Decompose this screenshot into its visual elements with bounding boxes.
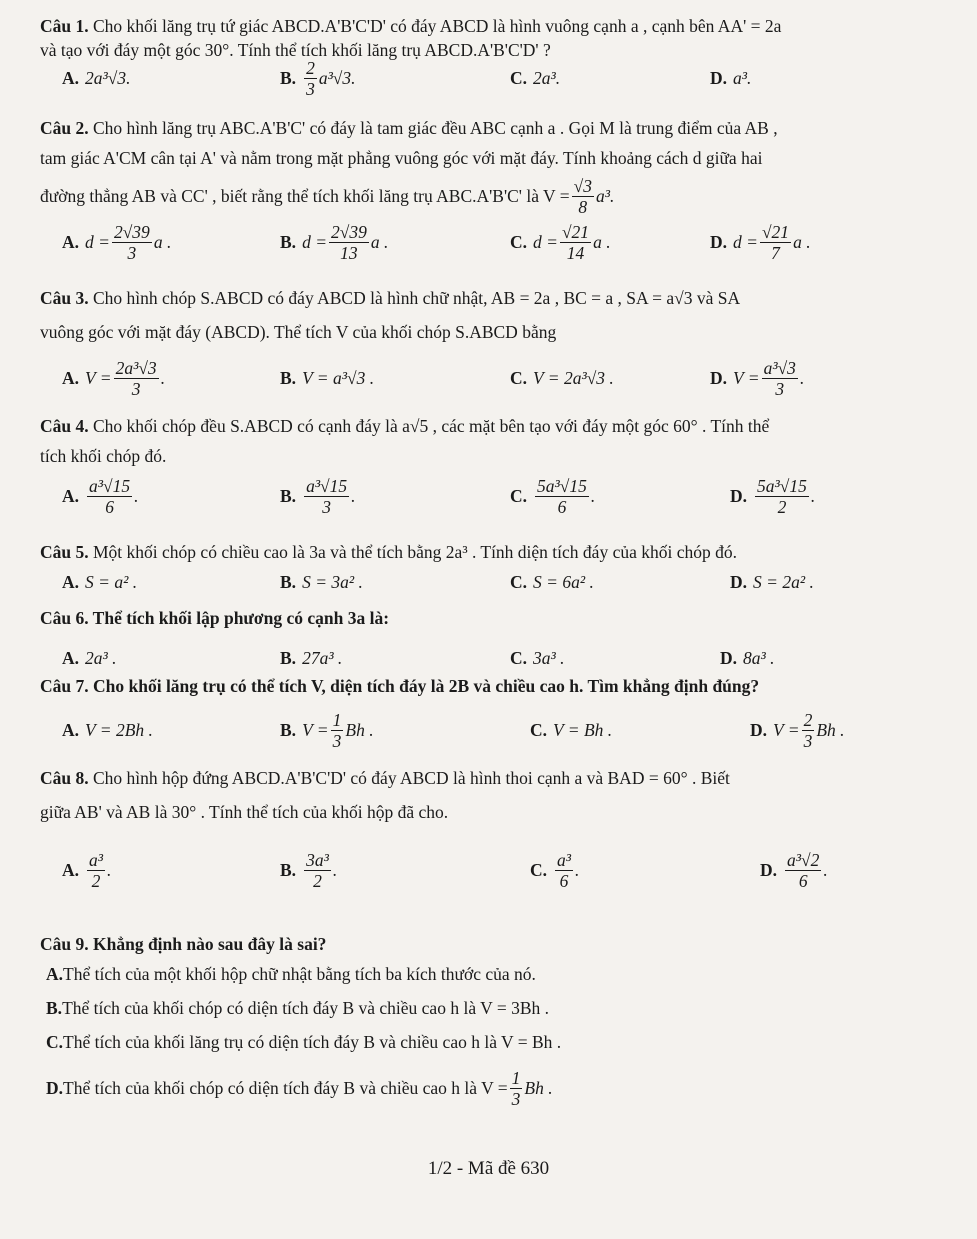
question-5-text-line1: Một khối chóp có chiều cao là 3a và thể tích bằng 2a³ . Tính diện tích đáy của khối chóp đó. xyxy=(88,542,737,562)
fraction: $\frac{1}{3}$ xyxy=(332,709,342,751)
fraction: $\frac{\text{a³√15}}{6}$ xyxy=(89,475,131,517)
question-1-text-line1: Cho khối lăng trụ tứ giác ABCD.A'B'C'D' có đáy ABCD là hình vuông cạnh a , cạnh bên AA' = 2a xyxy=(88,16,782,36)
option-b[interactable]: B. d = $\frac{2√39}{13}$ a . xyxy=(280,221,389,263)
option-c[interactable]: C. d = $\frac{√21}{14}$ a . xyxy=(510,221,611,263)
fraction: $\frac{\text{5a³√15}}{2}$ xyxy=(757,475,807,517)
fraction: $\frac{\text{2a³√3}}{3}$ xyxy=(115,357,157,399)
fraction: $\frac{\text{a³}}{2}$ xyxy=(89,849,104,891)
question-1-text-line2: và tạo với đáy một góc 30°. Tính thể tích khối lăng trụ ABCD.A'B'C'D' ? xyxy=(40,40,551,60)
question-8-options xyxy=(40,848,940,892)
question-8-text-line2: giữa AB' và AB là 30° . Tính thể tích của khối hộp đã cho. xyxy=(40,802,449,822)
question-6-text-line1: Thể tích khối lập phương có cạnh 3a là: xyxy=(88,608,390,628)
option-d[interactable]: D. $\frac{\text{5a³√15}}{2}$ . xyxy=(730,475,816,517)
fraction: $\frac{\text{a³}}{6}$ xyxy=(557,849,572,891)
fraction: $\frac{2}{3}$ xyxy=(803,709,813,751)
option-d[interactable]: D. V = $\frac{2}{3}$ Bh . xyxy=(750,709,845,751)
question-4-options xyxy=(40,474,940,518)
question-3 xyxy=(40,286,940,344)
fraction: $\frac{2√39}{13}$ xyxy=(331,221,367,263)
fraction: $\frac{\text{5a³√15}}{6}$ xyxy=(537,475,587,517)
option-a[interactable]: A. 2a³√3. xyxy=(62,67,131,88)
option-b[interactable]: B. $\frac{\text{a³√15}}{3}$ . xyxy=(280,475,356,517)
question-4-text-line2: tích khối chóp đó. xyxy=(40,446,167,466)
question-9-options xyxy=(40,954,940,1144)
option-b[interactable]: B. Thể tích của khối chóp có diện tích đáy B và chiều cao h là V = 3Bh . xyxy=(46,997,550,1018)
question-7-options xyxy=(40,708,940,752)
option-c[interactable]: C. 2a³. xyxy=(510,67,561,88)
question-1-options xyxy=(40,56,940,100)
question-6 xyxy=(40,606,940,630)
option-d[interactable]: D. V = $\frac{\text{a³√3}}{3}$ . xyxy=(710,357,805,399)
question-5-title: Câu 5. xyxy=(40,542,89,562)
fraction: $\frac{\text{a³√3}}{3}$ xyxy=(763,357,796,399)
option-b[interactable]: B. $\frac{2}{3}$ a³√3. xyxy=(280,57,356,99)
option-b[interactable]: B. 27a³ . xyxy=(280,647,343,668)
question-8-text-line1: Cho hình hộp đứng ABCD.A'B'C'D' có đáy ABCD là hình thoi cạnh a và BAD = 60° . Biết xyxy=(88,768,730,788)
fraction: $\frac{1}{3}$ xyxy=(511,1067,521,1109)
option-c[interactable]: C. Thể tích của khối lăng trụ có diện tích đáy B và chiều cao h là V = Bh . xyxy=(46,1031,562,1052)
question-1 xyxy=(40,14,940,62)
option-d[interactable]: D. S = 2a² . xyxy=(730,571,814,592)
option-a[interactable]: A. d = $\frac{2√39}{3}$ a . xyxy=(62,221,172,263)
option-c[interactable]: C. $\frac{\text{5a³√15}}{6}$ . xyxy=(510,475,596,517)
option-b[interactable]: B. $\frac{\text{3a³}}{2}$ . xyxy=(280,849,338,891)
question-4 xyxy=(40,414,940,468)
option-a[interactable]: A. V = 2Bh . xyxy=(62,719,153,740)
option-b[interactable]: B. V = a³√3 . xyxy=(280,367,375,388)
page-footer: 1/2 - Mã đề 630 xyxy=(427,1158,550,1179)
question-2-title: Câu 2. xyxy=(40,118,89,138)
option-c[interactable]: C. $\frac{\text{a³}}{6}$ . xyxy=(530,849,580,891)
fraction: $\frac{\text{a³√15}}{3}$ xyxy=(306,475,348,517)
question-7 xyxy=(40,674,940,698)
option-d[interactable]: D. d = $\frac{√21}{7}$ a . xyxy=(710,221,811,263)
question-7-title: Câu 7. xyxy=(40,676,89,696)
option-c[interactable]: C. V = 2a³√3 . xyxy=(510,367,614,388)
fraction: $\frac{√3}{8}$ xyxy=(573,175,592,217)
question-3-title: Câu 3. xyxy=(40,288,89,308)
option-a[interactable]: A. $\frac{\text{a³}}{2}$ . xyxy=(62,849,112,891)
question-1-title: Câu 1. xyxy=(40,16,89,36)
option-c[interactable]: C. S = 6a² . xyxy=(510,571,594,592)
question-9-title: Câu 9. xyxy=(40,934,89,954)
question-4-text-line1: Cho khối chóp đều S.ABCD có cạnh đáy là a√5 , các mặt bên tạo với đáy một góc 60° . Tính thể xyxy=(88,416,770,436)
fraction: $\frac{√21}{7}$ xyxy=(761,221,790,263)
question-5-options xyxy=(40,560,940,604)
question-2-options xyxy=(40,220,940,264)
fraction: $\frac{2√39}{3}$ xyxy=(113,221,150,263)
question-8 xyxy=(40,766,940,824)
question-2-text-line2: tam giác A'CM cân tại A' và nằm trong mặt phẳng vuông góc với mặt đáy. Tính khoảng cách d giữa hai xyxy=(40,148,763,168)
option-d[interactable]: D. Thể tích của khối chóp có diện tích đáy B và chiều cao h là V = $\frac{1}{3}$ Bh . xyxy=(46,1067,553,1109)
fraction: $\frac{\text{3a³}}{2}$ xyxy=(306,849,329,891)
option-a[interactable]: A. S = a² . xyxy=(62,571,138,592)
question-7-text-line1: Cho khối lăng trụ có thể tích V, diện tích đáy là 2B và chiều cao h. Tìm khẳng định đúng? xyxy=(88,676,760,696)
question-3-text-line2: vuông góc với mặt đáy (ABCD). Thể tích V của khối chóp S.ABCD bằng xyxy=(40,322,557,342)
fraction: $\frac{\text{a³√2}}{6}$ xyxy=(787,849,820,891)
option-a[interactable]: A. Thể tích của một khối hộp chữ nhật bằng tích ba kích thước của nó. xyxy=(46,963,536,984)
question-3-text-line1: Cho hình chóp S.ABCD có đáy ABCD là hình chữ nhật, AB = 2a , BC = a , SA = a√3 và SA xyxy=(88,288,741,308)
question-2: Câu 2. Cho hình lăng trụ ABC.A'B'C' có đáy là tam giác đều ABC cạnh a . Gọi M là trung điểm của AB , tam giác A'CM cân tại A' và nằm trong mặt phẳng vuông góc với mặt đáy. Tính khoảng cách d giữa hai đường thẳng AB và CC' , biết rằng thể tích khối lăng trụ ABC.A'B'C' là V = $\frac{√3}{8}$ a³. xyxy=(40,118,778,217)
question-3-options xyxy=(40,356,940,400)
fraction: $\frac{√21}{14}$ xyxy=(561,221,590,263)
option-d[interactable]: D. 8a³ . xyxy=(720,647,775,668)
option-d[interactable]: D. $\frac{\text{a³√2}}{6}$ . xyxy=(760,849,828,891)
fraction: $\frac{2}{3}$ xyxy=(306,57,315,99)
option-b[interactable]: B. V = $\frac{1}{3}$ Bh . xyxy=(280,709,374,751)
option-a[interactable]: A. 2a³ . xyxy=(62,647,117,668)
option-a[interactable]: A. $\frac{\text{a³√15}}{6}$ . xyxy=(62,475,139,517)
question-6-title: Câu 6. xyxy=(40,608,89,628)
question-9 xyxy=(40,932,940,956)
question-8-title: Câu 8. xyxy=(40,768,89,788)
option-b[interactable]: B. S = 3a² . xyxy=(280,571,363,592)
question-4-title: Câu 4. xyxy=(40,416,89,436)
option-c[interactable]: C. V = Bh . xyxy=(530,719,613,740)
option-a[interactable]: A. V = $\frac{\text{2a³√3}}{3}$ . xyxy=(62,357,166,399)
question-9-text-line1: Khẳng định nào sau đây là sai? xyxy=(88,934,327,954)
question-2-text-line1: Cho hình lăng trụ ABC.A'B'C' có đáy là tam giác đều ABC cạnh a . Gọi M là trung điểm của AB , xyxy=(88,118,778,138)
option-c[interactable]: C. 3a³ . xyxy=(510,647,565,668)
question-2-text-line3: đường thẳng AB và CC' , biết rằng thể tích khối lăng trụ ABC.A'B'C' là V = xyxy=(40,186,570,206)
option-d[interactable]: D. a³. xyxy=(710,67,752,88)
